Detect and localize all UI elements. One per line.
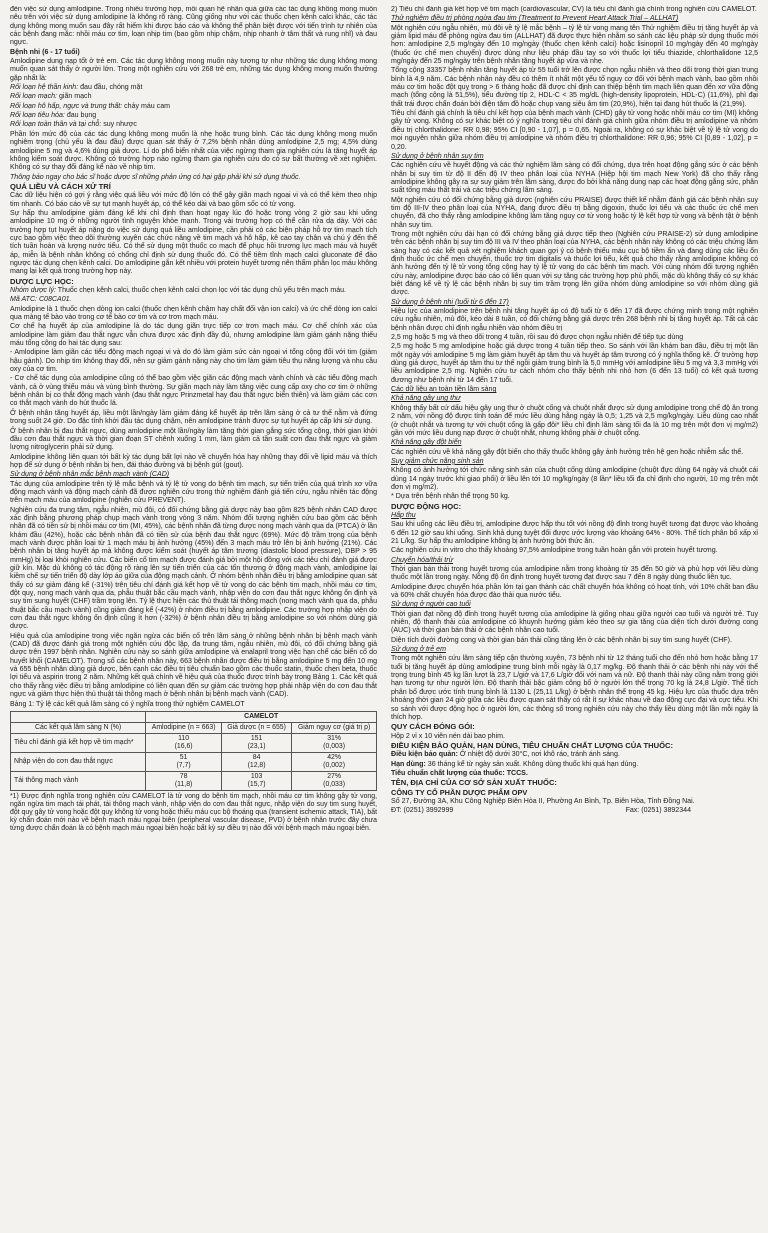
table-caption: Bảng 1: Tỷ lệ các kết quả lâm sàng có ý nghĩa trong thử nghiệm CAMELOT xyxy=(10,700,245,708)
hf-paragraph-2: Một nghiên cứu có đối chứng bằng giả dược (nghiên cứu PRAISE) được thiết kế nhằm đánh giá các bệnh nhân suy tim độ III-IV theo phân loại của NYHA, đang được điều trị bằng digoxin, thuốc lợi tiểu và các thuốc ức chế men chuyển, đã cho thấy rằng amlodipine không làm tăng nguy cơ tử vong hoặc tỷ lệ kết hợp tử vong và bệnh tật ở bệnh nhân suy tim. xyxy=(391,196,758,229)
hf-paragraph-1: Các nghiên cứu về huyết động và các thử nghiệm lâm sàng có đối chứng, dựa trên hoạt động gắng sức ở các bệnh nhân bị suy tim từ độ II đến độ IV theo phân loại của NYHA (Hiệp hội tim mạch New York) đã cho thấy rằng amlodipine không gây ra sự suy giảm trên lâm sàng, được đo bởi khả năng dung nạp các hoạt động gắng sức, phân suất tống máu thất trái và các triệu chứng lâm sàng. xyxy=(391,162,758,195)
fertility-note: * Dựa trên bệnh nhân thể trọng 50 kg. xyxy=(391,493,510,501)
cad-paragraph-1: Tác dụng của amlodipine trên tỷ lệ mắc bệnh và tỷ lệ tử vong do bệnh tim mạch, sự tiến triển của quá trình xơ vữa động mạch vành và động mạch cảnh đã được nghiên cứu trong thử nghiệm đánh giá tiến cứu, ngẫu nhiên tác động trên mạch máu của amlodipine (nghiên cứu PREVENT). xyxy=(10,480,377,505)
overdose-paragraph: Các dữ liệu hiện có gợi ý rằng việc quá liều với mức độ lớn có thể gây giãn mạch ngoại vi và có thể kèm theo nhịp tim nhanh. Có báo cáo về sự tụt mạnh huyết áp, có thể kéo dài và bao gồm sốc có tử vong. xyxy=(10,192,377,208)
table-row: Tái thông mạch vành 78 (11,8) 103 (15,7) 27% (0,033) xyxy=(11,771,377,790)
metabolism-paragraph-2: Amlodipine được chuyển hóa phần lớn tại gan thành các chất chuyển hóa không có hoạt tính, với 10% chất ban đầu và 60% chất chuyển hóa được đào thải qua nước tiểu. xyxy=(391,583,758,600)
elderly-paragraph-2: Diện tích dưới đường cong và thời gian bán thải cũng tăng lên ở các bệnh nhân bị suy tim sung huyết (CHF). xyxy=(391,636,732,644)
table-title: CAMELOT xyxy=(146,711,377,722)
cad-paragraph-3: Hiệu quả của amlodipine trong việc ngăn ngừa các biến cố trên lâm sàng ở những bệnh nhân bị bệnh mạch vành (CAD) đã được đánh giá trong một nghiên cứu độc lập, đa trung tâm, ngẫu nhiên, mù đôi, có đối chứng bằng giả dược trên 1997 bệnh nhân. Nghiên cứu này so sánh giữa amlodipine và enalapril trong việc hạn chế các biến cố do huyết khối (CAMELOT). Trong số các bệnh nhân này, 663 bệnh nhân được điều trị bằng amlodipine 5 mg đến 10 mg và 655 bệnh nhân dùng giả dược, bên cạnh các điều trị tiêu chuẩn bao gồm các thuốc statin, thuốc chẹn beta, thuốc lợi tiểu và aspirin trong 2 năm. Những kết quả chính về hiệu quả của thuốc được trình bày trong Bảng 1. Các kết quả cho thấy rằng việc điều trị bằng amlodipine có liên quan đến sự giảm các trường hợp phải nhập viện do cơn đau thắt ngực và giảm thực hiện thủ thuật tái thông mạch ở bệnh nhân bị bệnh mạch vành (CAD). xyxy=(10,632,377,699)
elderly-subheading: Sử dụng ở người cao tuổi xyxy=(391,601,471,609)
preclinical-heading: Các dữ liệu an toàn tiền lâm sàng xyxy=(391,386,497,394)
allhat-paragraph-2: Tổng cộng 33357 bệnh nhân tăng huyết áp từ 55 tuổi trở lên được chọn ngẫu nhiên và theo dõi trong thời gian trung bình là 4,9 năm. Các bệnh nhân này đều có thêm ít nhất một yếu tố nguy cơ đối với bệnh mạch vành, bao gồm nhồi máu cơ tim hoặc đột quỵ trong > 6 tháng hoặc đã được chỉ định can thiệp bệnh tim mạch liên quan đến xơ vữa động mạch (tổng cộng là 51,5%), tiểu đường típ 2, HDL-C < 35 mg/dL (high-density lipoprotein, HDL-C) (11,6%), phì đại thất trái được chẩn đoán bởi điện tâm đồ hoặc chụp vang siêu âm tim (20,9%), hiện tại đang hút thuốc lá (21,9%). xyxy=(391,67,758,108)
list-item: Rối loạn tiêu hóa: đau bụng xyxy=(10,112,97,120)
allhat-subheading: Thử nghiệm điều trị phòng ngừa đau tim (Treatment to Prevent Heart Attack Trial – ALLHAT) xyxy=(391,15,679,23)
pd-paragraph-6: Ở bệnh nhân bị đau thắt ngực, dùng amlodipine một lần/ngày làm tăng thời gian gắng sức tổng cộng, thời gian khởi đầu cơn đau thắt ngực và thời gian đoạn ST chênh xuống 1 mm, làm giảm cả tần suất cơn đau thắt ngực và giảm lượng nitroglycerin phải sử dụng. xyxy=(10,427,377,452)
pediatric-heading: Bệnh nhi (6 - 17 tuổi) xyxy=(10,48,80,56)
pharmacokinetics-heading: DƯỢC ĐỘNG HỌC: xyxy=(391,501,462,511)
right-column xyxy=(391,6,758,1229)
table-header: Amlodipine (n = 663) xyxy=(146,722,222,733)
table-footnote: *1) Được định nghĩa trong nghiên cứu CAMELOT là tử vong do bệnh tim mạch, nhồi máu cơ tim không gây tử vong, ngăn ngừa tim mạch tái phát, tái thông mạch vành, nhập viện do cơn đau thắt ngực, nhập viện do suy tim sung huyết, đột quỵ gây tử vong hoặc đột quỵ không tử vong hoặc thiếu máu cục bộ thoáng qua (transient ischemic attack, TIA), bất kỳ chẩn đoán mới nào về bệnh mạch máu ngoại biên (peripheral vascular disease, PVD) ở bệnh nhân trước đây chưa từng được chẩn đoán là có bệnh mạch máu ngoại biên hoặc bất kỳ sự điều trị nào đối với bệnh mạch máu ngoại biên. xyxy=(10,792,377,833)
phone-number: ĐT: (0251) 3992999 xyxy=(391,807,454,815)
contact-line xyxy=(391,807,691,815)
ped-paragraph-2: 2,5 mg hoặc 5 mg và theo dõi trong 4 tuần, rồi sau đó được chọn ngẫu nhiên để tiếp tục dùng xyxy=(391,334,684,342)
children-paragraph: Trong một nghiên cứu lâm sàng tiếp cận thường xuyên, 73 bệnh nhi từ 12 tháng tuổi cho đến nhỏ hơn hoặc bằng 17 tuổi bị tăng huyết áp dùng amlodipine trung bình mỗi ngày là 0,17 mg/kg. Độ thanh thải ở các bệnh nhi này với thể trọng trung bình 45 kg lần lượt là 23,7 L/giờ và 17,6 L/giờ đối với nam và nữ. Độ thanh thải này cũng nằm trong giới hạn tương tự như người lớn. Độ thanh thải bậc giảm công bố ở người lớn thể trọng 70 kg là 24,8 L/giờ. Thể tích phân bố được ước tính trung bình là 1130 L (25,11 L/kg) ở bệnh nhân thể trọng 45 kg. Hiệu lực của thuốc dựa trên khoảng thời gian 24 giờ giữa các liều được quan sát thấy có rất ít sự khác nhau về dao động cực đại và cực tiểu. Khi so sánh với được động học ở người lớn, các thông số trong nghiên cứu này cho thấy liều dùng một lần mỗi ngày là thích hợp. xyxy=(391,655,758,721)
pediatric-paragraph: Amlodipine dung nạp tốt ở trẻ em. Các tác dụng không mong muốn này tương tự như những tác dụng không mong muốn quan sát thấy ở người lớn. Trong một nghiên cứu với 268 trẻ em, những tác dụng không mong muốn thường gặp nhất là: xyxy=(10,58,377,82)
pediatric-use-subheading: Sử dụng ở bệnh nhi (tuổi từ 6 đến 17) xyxy=(391,298,509,306)
quality-standard: Tiêu chuẩn chất lượng của thuốc: TCCS. xyxy=(391,769,528,777)
table-header: Giả dược (n = 655) xyxy=(221,722,291,733)
pharmacologic-group: Nhóm dược lý: Thuốc chẹn kênh calci, thuốc chẹn kênh calci chọn lọc với tác dụng chủ yếu trên mạch máu. xyxy=(10,287,346,294)
camelot-table xyxy=(10,711,377,791)
packaging-text: Hộp 2 vỉ x 10 viên nén dài bao phim. xyxy=(391,732,505,740)
carcinogenicity-paragraph: Không thấy bất cứ dấu hiệu gây ung thư ở chuột cống và chuột nhắt được sử dụng amlodipine trong chế độ ăn trong 2 năm, với nồng độ được tính toán để mức liều dùng hằng ngày là 0,5; 1,25 và 2,5 mg/kg/ngày. Liều dùng cao nhất (ở chuột nhắt và tương tự với chuột cống là gấp đôi* liều chỉ định lâm sàng tối đa là 10 mg trên một đơn vị mg/m2) gần với mức liều dung nạp được ở chuột nhắt, nhưng không phải ở chuột cống. xyxy=(391,404,758,437)
company-name: CÔNG TY CỔ PHẦN DƯỢC PHẨM OPV xyxy=(391,787,528,797)
table-row: Tiêu chí đánh giá kết hợp về tim mạch* 110 (16,6) 151 (23,1) 31% (0,003) xyxy=(11,733,377,752)
elderly-paragraph: Thời gian đạt nồng độ đỉnh trong huyết tương của amlodipine là giống nhau giữa người cao tuổi và người trẻ. Tuy nhiên, độ thanh thải của amlodipine có khuynh hướng giảm kéo theo sự gia tăng của diện tích dưới đường cong (AUC) và thời gian bán thải ở các bệnh nhân cao tuổi. xyxy=(391,610,758,635)
metabolism-subheading: Chuyển hóa/thải trừ xyxy=(391,556,454,564)
absorption-subheading: Hấp thu xyxy=(391,511,416,519)
table-header-row xyxy=(11,722,377,733)
packaging-heading: QUY CÁCH ĐÓNG GÓI: xyxy=(391,722,475,732)
ped-paragraph-1: Hiệu lực của amlodipine trên bệnh nhi tăng huyết áp có độ tuổi từ 6 đến 17 đã được chứng minh trong một nghiên cứu ngẫu nhiên, mù đôi, kéo dài 8 tuần, có đối chứng bằng giả dược trên 268 bệnh nhi bị tăng huyết áp. Tất cả các bệnh nhân được chỉ định ngẫu nhiên vào nhóm điều trị xyxy=(391,308,758,332)
list-item: Rối loạn mạch: giãn mạch xyxy=(10,93,92,101)
allhat-paragraph-1: Một nghiên cứu ngẫu nhiên, mù đôi về tỷ lệ mắc bệnh – tỷ lệ tử vong mang tên Thử nghiệm điều trị tăng huyết áp và giảm lipid máu để phòng ngừa đau tim (ALLHAT) đã được thực hiện nhằm so sánh các liệu pháp sử dụng thuốc mới hơn: amlodipine 2,5 mg/ngày đến 10 mg/ngày (thuốc chẹn kênh calci) hoặc lisinopril 10 mg/ngày đến 40 mg/ngày (thuốc ức chế men chuyển) được dùng như liệu pháp đầu tay so với thuốc lợi tiểu thiazide, chlorthalidone 12,5 mg/ngày đến 25 mg/ngày trên bệnh nhân tăng huyết áp vừa và nhẹ. xyxy=(391,24,758,66)
adverse-effects-list xyxy=(10,84,377,130)
notify-note: Thông báo ngay cho bác sĩ hoặc dược sĩ những phản ứng có hại gặp phải khi sử dụng thuốc. xyxy=(10,173,301,181)
manufacturer-heading: TÊN, ĐỊA CHỈ CỦA CƠ SỞ SẢN XUẤT THUỐC: xyxy=(391,778,557,788)
absorption-paragraph: Sau khi uống các liều điều trị, amlodipine được hấp thu tốt với nồng độ đỉnh trong huyết tương đạt được vào khoảng 6 đến 12 giờ sau khi uống. Sinh khả dụng tuyệt đối được ước lượng vào khoảng 64% - 80%. Thể tích phân bố xấp xỉ 21 L/kg. Sự hấp thu amlodipine không bị ảnh hưởng bởi thức ăn. xyxy=(391,521,758,545)
table-row: Nhập viện do cơn đau thắt ngực 51 (7,7) 84 (12,8) 42% (0,002) xyxy=(11,752,377,771)
company-address: Số 27, Đường 3A, Khu Công Nghiệp Biên Hòa II, Phường An Bình, Tp. Biên Hòa, Tỉnh Đồng Nai. xyxy=(391,797,695,805)
hf-paragraph-3: Trong một nghiên cứu dài hạn có đối chứng bằng giả dược tiếp theo (Nghiên cứu PRAISE-2) sử dụng amlodipine trên các bệnh nhân bị suy tim độ III và IV theo phân loại của NYHA, các bệnh nhân này không có các triệu chứng lâm sàng hay có các kết quả xét nghiệm khách quan gợi ý có bệnh thiếu máu cục bộ tiềm ẩn và đang dùng các liều ổn định thuốc ức chế men chuyển, thuốc trợ tim digitalis và thuốc lợi tiểu, kết quả cho thấy rằng amlodipine không có ảnh hưởng đến tỷ lệ tử vong tổng cộng hay tỷ lệ tử vong do các bệnh tim mạch. Với cùng nhóm đối tượng nghiên cứu này, amlodipine được báo cáo có liên quan với sự tăng các trường hợp phù phổi, mặc dù không thấy có sự khác biệt đáng kể về tỷ lệ các bệnh nhân bị suy tim trầm trọng lên giữa nhóm dùng amlodipine so với nhóm dùng giả dược. xyxy=(391,230,758,297)
children-subheading: Sử dụng ở trẻ em xyxy=(391,646,446,654)
table-header: Giảm nguy cơ (giá trị p) xyxy=(292,722,377,733)
ped-paragraph-3: 2,5 mg hoặc 5 mg amlodipine hoặc giả dược trong 4 tuần tiếp theo. So sánh với lần khám ban đầu, điều trị một lần một ngày với amlodipine 5 mg làm giảm huyết áp tâm thu và huyết áp tâm trương có ý nghĩa thống kê. Ở trường hợp dùng giả dược, huyết áp tâm thu tư thế ngồi giảm trung bình là 5,0 mmHg với amlodipine liều 5 mg và 3,3 mmHg với liều amlodipine 2,5 mg. Nghiên cứu tư cách nhóm cho thấy bệnh nhi nhỏ hơn (6 đến 13 tuổi) có kết quả tương đương như bệnh nhi từ 14 đến 17 tuổi. xyxy=(391,343,758,384)
heart-failure-subheading: Sử dụng ở bệnh nhân suy tim xyxy=(391,152,484,160)
storage-heading: ĐIỀU KIỆN BẢO QUẢN, HẠN DÙNG, TIÊU CHUẨN CHẤT LƯỢNG CỦA THUỐC: xyxy=(391,740,674,750)
pd-paragraph-1: Amlodipine là 1 thuốc chẹn dòng ion calci (thuốc chẹn kênh chậm hay chất đối vận ion calci) và ức chế dòng ion calci qua màng tế bào vào trong cơ tế bào cơ tim và cơ trơn mạch máu. xyxy=(10,305,377,322)
overdose-heading: QUÁ LIỀU VÀ CÁCH XỬ TRÍ xyxy=(10,181,111,191)
fertility-subheading: Suy giảm chức năng sinh sản xyxy=(391,457,484,465)
pd-paragraph-3: - Amlodipine làm giãn các tiểu động mạch ngoại vi và do đó làm giảm sức cản ngoại vi tổng cộng đối với tim (giảm hậu gánh). Do nhịp tim không thay đổi, nên sự giảm gánh nặng này cho tim làm giảm tiêu thụ năng lượng và nhu cầu oxy của cơ tim. xyxy=(10,349,377,374)
pediatric-paragraph-2: Phần lớn mức độ của các tác dụng không mong muốn là nhẹ hoặc trung bình. Các tác dụng không mong muốn nghiêm trọng (chủ yếu là đau đầu) được quan sát thấy ở 7,2% bệnh nhân dùng amlodipine 2,5 mg; 4,5% dùng amlodipine 5 mg và 4,6% dùng giả dược. Lí do phổ biến nhất của việc ngừng tham gia nghiên cứu là tăng huyết áp không kiểm soát được. Không có trường hợp nào ngừng tham gia nghiên cứu do có sự bất thường về xét nghiệm. Không có sự thay đổi đáng kể nào về nhịp tim. xyxy=(10,130,377,172)
mutagenicity-paragraph: Các nghiên cứu về khả năng gây đột biến cho thấy thuốc không gây ảnh hưởng trên hệ gen hoặc nhiễm sắc thể. xyxy=(391,448,744,456)
pd-paragraph-5: Ở bệnh nhân tăng huyết áp, liều một lần/ngày làm giảm đáng kể huyết áp trên lâm sàng ở cả tư thế nằm và đứng trong suốt 24 giờ. Do đặc tính khởi đầu tác dụng chậm, nên amlodipine tránh được sự tụt huyết áp cấp khi sử dụng. xyxy=(10,409,377,426)
mutagenicity-subheading: Khả năng gây đột biến xyxy=(391,439,462,447)
expiry-line: Hạn dùng: 36 tháng kể từ ngày sản xuất. Không dùng thuốc khi quá hạn dùng. xyxy=(391,760,639,768)
metabolism-paragraph-1: Thời gian bán thải trong huyết tương của amlodipine nằm trong khoảng từ 35 đến 50 giờ và phù hợp với liều dùng thuốc một lần trong ngày. Nồng độ ổn định trong huyết tương đạt được sau 7 đến 8 ngày dùng thuốc liên tục. xyxy=(391,566,758,582)
cad-paragraph-2: Nghiên cứu đa trung tâm, ngẫu nhiên, mù đôi, có đối chứng bằng giả dược này bao gồm 825 bệnh nhân CAD được xác định bằng phương pháp chụp mạch vành trong vòng 3 năm. Nhóm đối tượng nghiên cứu bao gồm các bệnh nhân đã có tiền sử bị nhồi máu cơ tim (MI, 45%), các bệnh nhân đã từng được nong mạch vành qua da (PTCA) ở lần khám đầu (42%), hoặc các bệnh nhân đã có tiền sử của bệnh đau thắt ngực (69%). Mức độ trầm trọng của bệnh mạch vành được phân loại từ 1 mạch máu bị ảnh hưởng (45%) đến 3 mạch máu trở lên bị ảnh hưởng (21%). Các bệnh nhân bị tăng huyết áp mà không được kiểm soát (huyết áp tâm trương (diastolic blood pressure), DBP > 95 mmHg) bị loại khỏi nghiên cứu. Các biến cố tim mạch được đánh giá bởi một hội đồng với các tiêu chí đánh giá được giữ kín. Mặc dù không có tác động rõ ràng lên sự tiến triển của các tổn thương ở động mạch vành, amlodipine lại kiềm chế sự tiến triển độ dày lớp áo giữa của động mạch cảnh. Ở nhóm bệnh nhân điều trị bằng amlodipine quan sát thấy có sự giảm đáng kể (-31%) trên tiêu chí đánh giá kết hợp về tử vong do các bệnh tim mạch, nhồi máu cơ tim, đột quỵ, nong mạch vành qua da, phẫu thuật bắc cầu mạch vành, nhập viện do cơn đau thắt ngực không ổn định và suy tim sung huyết (CHF) trầm trọng lên. Tỷ lệ thực hiện các thủ thuật tái thông mạch (nong mạch vành qua da, phẫu thuật bắc cầu mạch vành) cũng giảm đáng kể (-42%) ở nhóm điều trị bằng amlodipine. Các trường hợp nhập viện do cơn đau thắt ngực không ổn định cũng ít hơn (-32%) ở bệnh nhân điều trị bằng amlodipine so với nhóm dùng giả dược. xyxy=(10,506,377,631)
table-header: Các kết quả lâm sàng N (%) xyxy=(11,722,146,733)
pd-paragraph-7: Amlodipine không liên quan tới bất kỳ tác dụng bất lợi nào về chuyển hóa hay những thay đổi về lipid máu và thích hợp để sử dụng ở bệnh nhân bị hen, đái tháo đường và bị bệnh gút (gout). xyxy=(10,453,377,469)
list-item: Rối loạn toàn thân và tại chỗ: suy nhược xyxy=(10,121,137,129)
storage-line: Điều kiện bảo quản: Ở nhiệt độ dưới 30°C, nơi khô ráo, tránh ánh sáng. xyxy=(391,751,620,759)
atc-code: Mã ATC: C08CA01. xyxy=(10,296,72,304)
pd-paragraph-2: Cơ chế hạ huyết áp của amlodipine là do tác dụng giãn trực tiếp cơ trơn mạch máu. Cơ chế chính xác của amlodipine làm giảm đau thắt ngực vẫn chưa được xác định đầy đủ, nhưng amlodipine làm giảm gánh nặng thiếu máu tổng cộng do hai tác dụng sau: xyxy=(10,323,377,348)
list-item: Rối loạn hệ thần kinh: đau đầu, chóng mặt xyxy=(10,84,143,92)
allhat-paragraph-3: Tiêu chí đánh giá chính là tiêu chí kết hợp của bệnh mạch vành (CHD) gây tử vong hoặc nhồi máu cơ tim (MI) không gây tử vong. Không có sự khác biệt có ý nghĩa trong tiêu chí đánh giá chính giữa nhóm điều trị amlodipine và nhóm điều trị chlorthalidone: RR 0,98; 95% CI [0,90 - 1,07], p = 0,65. Ngoài ra, không có sự khác biệt về tỷ lệ tử vong do mọi nguyên nhân giữa nhóm điều trị amlodipine và nhóm điều trị chlorthalidone: RR 0,96; 95% CI [0,89 - 1,02], p = 0,20. xyxy=(391,110,758,151)
absorption-paragraph-2: Các nghiên cứu in vitro cho thấy khoảng 97,5% amlodipine trong tuần hoàn gắn với protein huyết tương. xyxy=(391,547,718,555)
pd-paragraph-4: - Cơ chế tác dụng của amlodipine cũng có thể bao gồm việc giãn các động mạch vành chính và các tiểu động mạch vành, cả ở vùng thiếu máu và vùng bình thường. Sự giãn mạch này làm tăng việc cung cấp oxy cho cơ tim ở những bệnh nhân bị co thắt động mạch vành (đau thắt ngực Prinzmetal hay đau thắt ngực biến thiên) và làm giảm các cơn co thắt mạch vành do hút thuốc lá. xyxy=(10,375,377,408)
cad-subheading: Sử dụng ở bệnh nhân mắc bệnh mạch vành (CAD) xyxy=(10,471,170,479)
overdose-paragraph-2: Sự hấp thu amlodipine giảm đáng kể khi chỉ định than hoạt ngay lúc đó hoặc trong vòng 2 giờ sau khi uống amlodipine 10 mg ở những người tình nguyện khỏe mạnh. Trong vài trường hợp có thể cần rửa dạ dày. Với các trường hợp tụt huyết áp nặng do việc sử dụng quá liều amlodipine, cần phải có các biện pháp hỗ trợ tim mạch tích cực bao gồm việc theo dõi thường xuyên các chức năng về tim mạch và hô hấp, kê cao tay chân và chú ý đến thể tích tuần hoàn và lượng nước tiểu. Có thể sử dụng một thuốc co mạch để phục hồi trương lực mạch máu và huyết áp, miễn là bệnh nhân không có chống chỉ định sử dụng thuốc đó. Có thể tiêm tĩnh mạch calci gluconate để đảo ngược tác dụng chẹn kênh calci. Do amlodipine gắn kết nhiều với protein huyết tương nên thẩm phân lọc máu không mang lại kết quả trong trường hợp này. xyxy=(10,209,377,276)
fertility-paragraph: Không có ảnh hưởng tới chức năng sinh sản của chuột cống dùng amlodipine (chuột đực dùng 64 ngày và chuột cái dùng 14 ngày trước khi giao phối) ở liều lên tới 10 mg/kg/ngày (8 lần* liều tối đa chỉ định cho người, 10 mg trên một đơn vị mg/m2). xyxy=(391,467,758,491)
pharmacodynamics-heading: DƯỢC LỰC HỌC: xyxy=(10,276,74,286)
footnote-2: 2) Tiêu chí đánh giá kết hợp về tim mạch (cardiovascular, CV) là tiêu chí đánh giá chính trong nghiên cứu CAMELOT. xyxy=(391,6,757,13)
fax-number: Fax: (0251) 3892344 xyxy=(625,807,691,815)
list-item: Rối loạn hô hấp, ngực và trung thất: chảy máu cam xyxy=(10,102,170,110)
carcinogenicity-subheading: Khả năng gây ung thư xyxy=(391,395,461,403)
intro-paragraph: đến việc sử dụng amlodipine. Trong nhiều trường hợp, mối quan hệ nhân quả giữa các tác dụng không mong muốn nêu trên với việc sử dụng amlodipine là không rõ ràng. Cũng giống như với các thuốc chẹn kênh calci khác, các tác dụng không mong muốn sau đây rất hiếm khi được báo cáo và không thể phân biệt được với tiến trình tự nhiên của các bệnh đang mắc: nhồi máu cơ tim, loạn nhịp tim (bao gồm nhịp chậm, nhịp nhanh ở tâm thất và rung nhĩ) và đau ngực. xyxy=(10,6,377,47)
left-column xyxy=(10,6,377,1229)
